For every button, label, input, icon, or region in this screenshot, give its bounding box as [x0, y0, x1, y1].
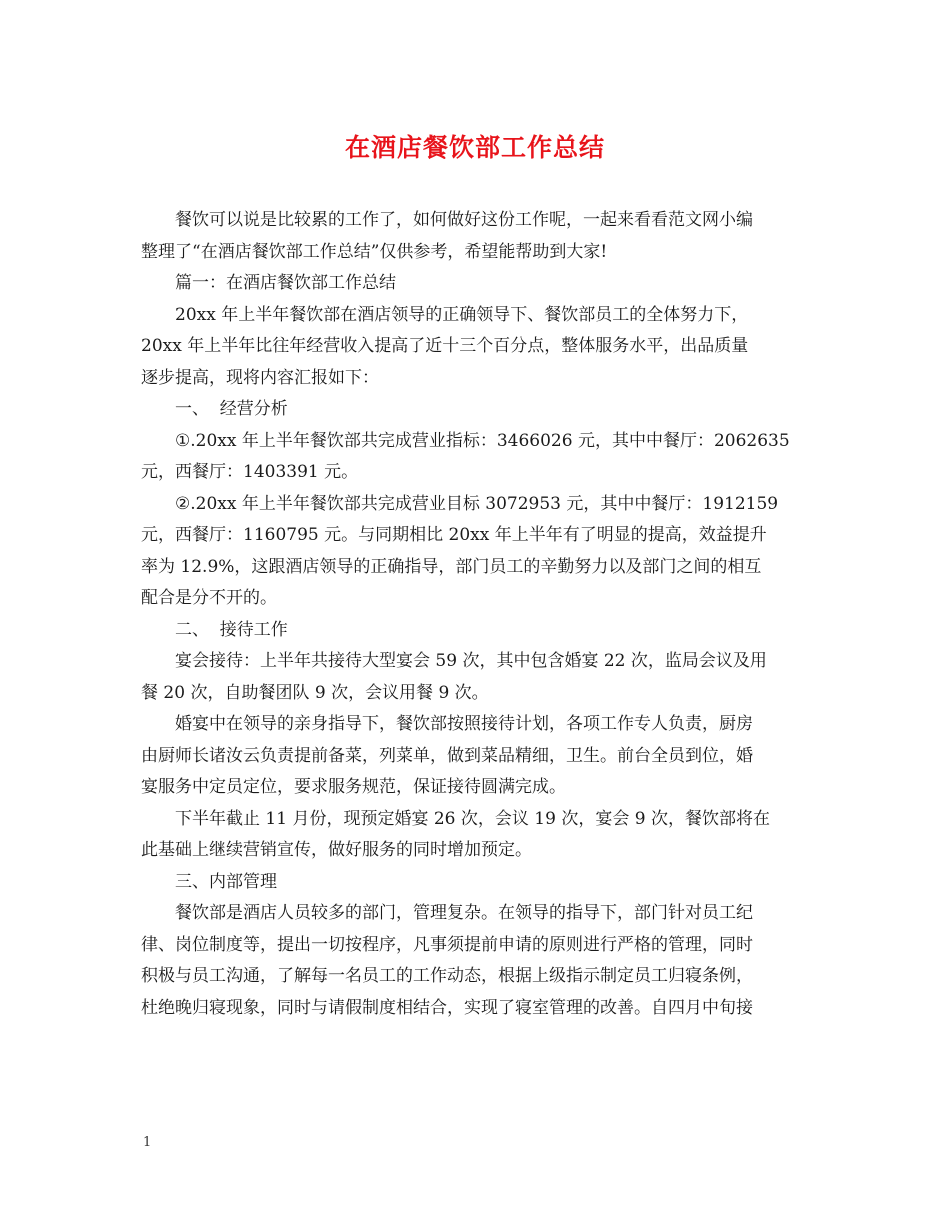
text-line: ②.20xx 年上半年餐饮部共完成营业目标 3072953 元，其中中餐厅：1912159 [175, 493, 779, 514]
text-line: 杜绝晚归寝现象，同时与请假制度相结合，实现了寝室管理的改善。自四月中旬接 [141, 997, 753, 1018]
document-title: 在酒店餐饮部工作总结 [344, 133, 605, 162]
text-line: 律、岗位制度等，提出一切按程序，凡事须提前申请的原则进行严格的管理，同时 [141, 934, 753, 955]
text-line: 由厨师长诸汝云负责提前备菜，列菜单，做到菜品精细，卫生。前台全员到位，婚 [141, 745, 753, 766]
text-line: 20xx 年上半年比往年经营收入提高了近十三个百分点，整体服务水平，出品质量 [141, 336, 749, 356]
text-line: 宴会接待：上半年共接待大型宴会 59 次，其中包含婚宴 22 次，监局会议及用 [175, 651, 767, 671]
text-line: 率为 12.9%，这跟酒店领导的正确指导，部门员工的辛勤努力以及部门之间的相互 [141, 556, 762, 577]
section-heading: 一、 经营分析 [175, 399, 288, 419]
text-line: 20xx 年上半年餐饮部在酒店领导的正确领导下、餐饮部员工的全体努力下， [175, 304, 749, 325]
section-heading: 三、内部管理 [175, 871, 277, 892]
text-line: 积极与员工沟通，了解每一名员工的工作动态，根据上级指示制定员工归寝条例， [141, 966, 753, 986]
text-line: 下半年截止 11 月份，现预定婚宴 26 次，会议 19 次，宴会 9 次，餐饮部将在 [175, 808, 770, 829]
text-line: 婚宴中在领导的亲身指导下，餐饮部按照接待计划，各项工作专人负责，厨房 [175, 714, 753, 734]
text-line: 配合是分不开的。 [141, 588, 277, 608]
page-number: 1 [143, 1135, 152, 1150]
text-line: 此基础上继续营销宣传，做好服务的同时增加预定。 [141, 840, 532, 860]
text-line: 宴服务中定员定位，要求服务规范，保证接待圆满完成。 [141, 777, 566, 797]
section-heading: 二、 接待工作 [175, 619, 288, 640]
text-line: ①.20xx 年上半年餐饮部共完成营业指标：3466026 元，其中中餐厅：2062635 [175, 430, 790, 451]
text-line: 逐步提高，现将内容汇报如下： [141, 367, 379, 388]
text-line: 元，西餐厅：1160795 元。与同期相比 20xx 年上半年有了明显的提高，效益提升 [141, 525, 767, 545]
document-body [141, 205, 813, 1024]
text-line: 元，西餐厅：1403391 元。 [141, 462, 359, 482]
text-line: 整理了“在酒店餐饮部工作总结”仅供参考，希望能帮助到大家! [141, 241, 608, 262]
text-line: 餐 20 次，自助餐团队 9 次，会议用餐 9 次。 [141, 682, 489, 703]
text-line: 餐饮可以说是比较累的工作了，如何做好这份工作呢，一起来看看范文网小编 [175, 210, 753, 230]
text-line: 餐饮部是酒店人员较多的部门，管理复杂。在领导的指导下，部门针对员工纪 [175, 903, 753, 923]
section-heading: 篇一：在酒店餐饮部工作总结 [175, 273, 396, 293]
